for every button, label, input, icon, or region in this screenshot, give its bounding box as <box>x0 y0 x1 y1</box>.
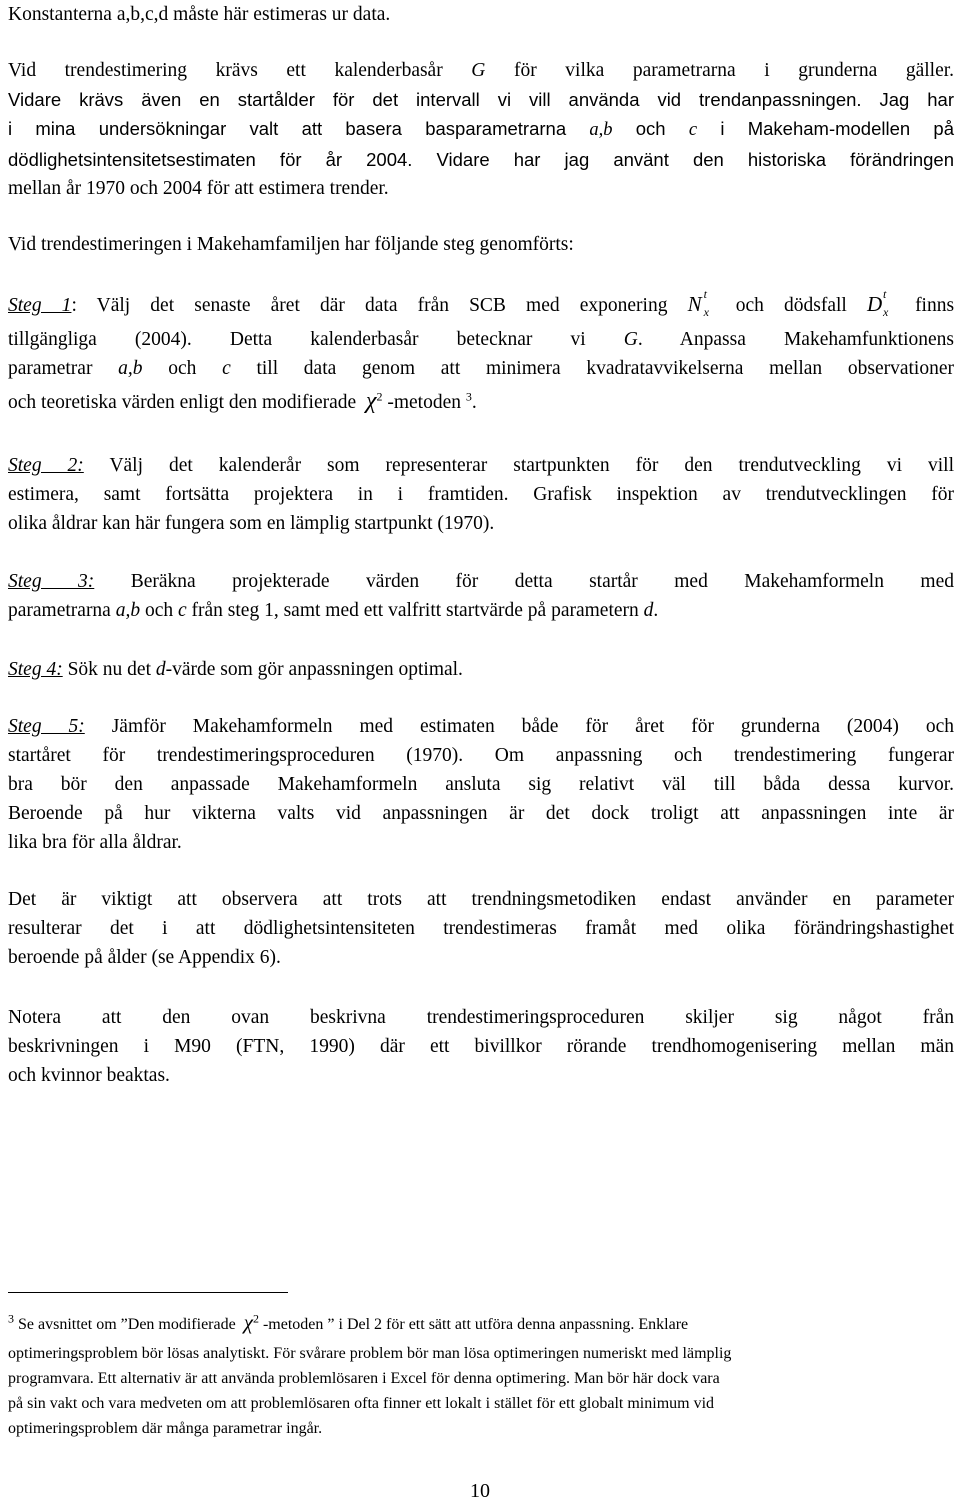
step-4-paragraph <box>8 655 954 684</box>
page-number: 10 <box>470 1480 490 1502</box>
text-line: Vid trendestimering krävs ett kalenderbasår G för vilka parametrarna i grunderna gäller. <box>8 60 955 81</box>
text-line: olika åldrar kan här fungera som en lämplig startpunkt (1970). <box>8 513 495 534</box>
text-line: tillgängliga (2004). Detta kalenderbasår betecknar vi G. Anpassa Makehamfunktionens <box>8 329 955 350</box>
text-line: Steg 4: Sök nu det d-värde som gör anpassningen optimal. <box>8 659 463 680</box>
text-line: lika bra för alla åldrar. <box>8 832 182 853</box>
text-line: parametrarna a,b och c från steg 1, samt med ett valfritt startvärde på parametern d. <box>8 600 659 621</box>
text-line: Steg 1: Välj det senaste året där data från SCB med exponering N t x och dödsfall D t x finns <box>8 287 955 319</box>
text-line: resulterar det i att dödlighetsintensiteten trendestimeras framåt med olika förändringshastighet <box>8 918 954 939</box>
text-line: och kvinnor beaktas. <box>8 1065 170 1086</box>
text-line: Steg 5: Jämför Makehamformeln med estimaten både för året för grunderna (2004) och <box>8 716 954 737</box>
text-line: beroende på ålder (se Appendix 6). <box>8 947 281 968</box>
text-line: programvara. Ett alternativ är att använda problemlösaren i Excel för denna optimering. Man bör här dock vara <box>8 1370 720 1387</box>
text-line: Beroende på hur vikterna valts vid anpassningen är det dock troligt att anpassningen inte är <box>8 803 954 824</box>
m90-note-paragraph <box>8 1003 954 1090</box>
footnote-separator <box>8 1292 288 1293</box>
text-line: i mina undersökningar valt att basera basparametrarna a,b och c i Makeham-modellen på <box>8 118 955 140</box>
text-line: parametrar a,b och c till data genom att minimera kvadratavvikelserna mellan observationer <box>8 358 954 379</box>
step-5-paragraph <box>8 712 954 857</box>
text-line: bra bör den anpassade Makehamformeln ansluta sig relativt väl till båda dessa kurvor. <box>8 774 954 795</box>
trend-observation-paragraph <box>8 885 954 972</box>
text-line: Steg 3: Beräkna projekterade värden för detta startår med Makehamformeln med <box>8 571 954 592</box>
step-2-paragraph <box>8 451 954 538</box>
text-line: $^3$ Se avsnittet om ”Den modifierade $\chi^2$ -metoden ” i Del 2 för ett sätt att utföra denna anpassning. Enklare <box>8 1310 689 1334</box>
footnote <box>8 1310 954 1441</box>
step-3-paragraph <box>8 567 954 625</box>
intro-paragraph <box>8 0 954 29</box>
steps-intro <box>8 230 954 259</box>
text-line: och teoretiska värden enligt den modifierade $\chi^2$ -metoden $^3$. <box>8 388 477 414</box>
text-line: optimeringsproblem bör lösas analytiskt. För svårare problem bör man lösa optimeringen numeriskt med lämplig <box>8 1345 732 1362</box>
step-1-paragraph <box>8 287 955 417</box>
text-line: estimera, samt fortsätta projektera in i framtiden. Grafisk inspektion av trendutvecklingen för <box>8 484 954 505</box>
text-line: Vid trendestimeringen i Makehamfamiljen har följande steg genomförts: <box>8 234 574 255</box>
trend-paragraph <box>8 56 954 203</box>
text-line: dödlighetsintensitetsestimaten för år 2004. Vidare har jag använt den historiska förändringen <box>8 149 954 170</box>
text-line: Det är viktigt att observera att trots att trendningsmetodiken endast använder en parameter <box>8 889 954 910</box>
text-line: beskrivningen i M90 (FTN, 1990) där ett bivillkor rörande trendhomogenisering mellan män <box>8 1036 954 1057</box>
text-line: Notera att den ovan beskrivna trendestimeringsproceduren skiljer sig något från <box>8 1007 954 1028</box>
text-line: mellan år 1970 och 2004 för att estimera trender. <box>8 178 389 199</box>
text-line: Konstanterna a,b,c,d måste här estimeras ur data. <box>8 4 391 25</box>
footnote-reference[interactable]: 3 <box>465 389 472 404</box>
text-line: optimeringsproblem där många parametrar ingår. <box>8 1420 323 1437</box>
text-line: Vidare krävs även en startålder för det intervall vi vill använda vid trendanpassningen. Jag har <box>8 89 954 110</box>
chi-symbol: χ <box>365 388 377 414</box>
deaths-symbol: D t x <box>866 287 889 319</box>
exposure-symbol: N t x <box>687 287 709 319</box>
text-line: på sin vakt och vara medveten om att problemlösaren ofta finner ett lokalt i stället för ett globalt minimum vid <box>8 1395 715 1412</box>
text-line: startåret för trendestimeringsproceduren (1970). Om anpassning och trendestimering fungerar <box>8 745 954 766</box>
text-line: Steg 2: Välj det kalenderår som representerar startpunkten för den trendutveckling vi vill <box>8 455 954 476</box>
